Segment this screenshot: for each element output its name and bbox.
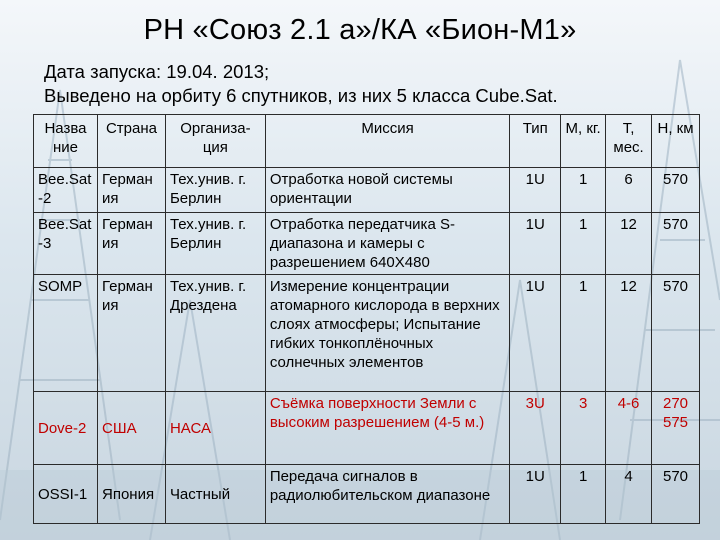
cell-type: 1U [510, 213, 561, 275]
cell-mass: 1 [561, 213, 606, 275]
cell-type: 1U [510, 168, 561, 213]
header-type: Тип [510, 115, 561, 168]
cell-type: 1U [510, 465, 561, 524]
cell-organization: Тех.унив. г. Дрездена [165, 275, 265, 392]
cell-time: 4 [606, 465, 652, 524]
cell-organization: НАСА [165, 392, 265, 465]
launch-date: Дата запуска: 19.04. 2013; [44, 61, 270, 82]
cell-type: 1U [510, 275, 561, 392]
cell-time: 6 [606, 168, 652, 213]
cell-time: 12 [606, 213, 652, 275]
cell-country: Япония [97, 465, 165, 524]
satellites-table [33, 114, 700, 524]
cell-name: SOMP [34, 275, 98, 392]
header-name: Назва ние [34, 115, 98, 168]
cell-mass: 1 [561, 465, 606, 524]
cell-organization: Тех.унив. г. Берлин [165, 213, 265, 275]
cell-name: Bee.Sat -2 [34, 168, 98, 213]
cell-name: OSSI-1 [34, 465, 98, 524]
header-mass: М, кг. [561, 115, 606, 168]
satellites-summary: Выведено на орбиту 6 спутников, из них 5 класса Cube.Sat. [44, 85, 558, 106]
cell-height: 570 [652, 465, 700, 524]
cell-mission: Отработка передатчика S-диапазона и камеры с разрешением 640X480 [265, 213, 509, 275]
cell-name: Dove-2 [34, 392, 98, 465]
table-header-row [34, 115, 700, 168]
cell-mission: Съёмка поверхности Земли с высоким разрешением (4-5 м.) [265, 392, 509, 465]
cell-time: 12 [606, 275, 652, 392]
cell-height: 570 [652, 213, 700, 275]
cell-time: 4-6 [606, 392, 652, 465]
cell-mission: Отработка новой системы ориентации [265, 168, 509, 213]
cell-height: 570 [652, 275, 700, 392]
cell-name: Bee.Sat -3 [34, 213, 98, 275]
cell-mission: Передача сигналов в радиолюбительском диапазоне [265, 465, 509, 524]
cell-country: США [97, 392, 165, 465]
header-time: Т, мес. [606, 115, 652, 168]
header-country: Страна [97, 115, 165, 168]
cell-country: Герман ия [97, 275, 165, 392]
cell-height: 270 575 [652, 392, 700, 465]
cell-country: Герман ия [97, 213, 165, 275]
table-row [34, 168, 700, 213]
cell-mass: 1 [561, 168, 606, 213]
cell-height: 570 [652, 168, 700, 213]
table-row [34, 465, 700, 524]
cell-type: 3U [510, 392, 561, 465]
cell-mission: Измерение концентрации атомарного кислорода в верхних слоях атмосферы; Испытание гибких тонкоплёночных солнечных элементов [265, 275, 509, 392]
cell-mass: 3 [561, 392, 606, 465]
table-row [34, 275, 700, 392]
launch-info [44, 60, 558, 108]
cell-organization: Тех.унив. г. Берлин [165, 168, 265, 213]
header-mission: Миссия [265, 115, 509, 168]
cell-country: Герман ия [97, 168, 165, 213]
header-organization: Организа- ция [165, 115, 265, 168]
table-row [34, 392, 700, 465]
header-height: Н, км [652, 115, 700, 168]
cell-mass: 1 [561, 275, 606, 392]
slide-title: РН «Союз 2.1 а»/КА «Бион-М1» [143, 14, 577, 46]
cell-organization: Частный [165, 465, 265, 524]
table-row [34, 213, 700, 275]
